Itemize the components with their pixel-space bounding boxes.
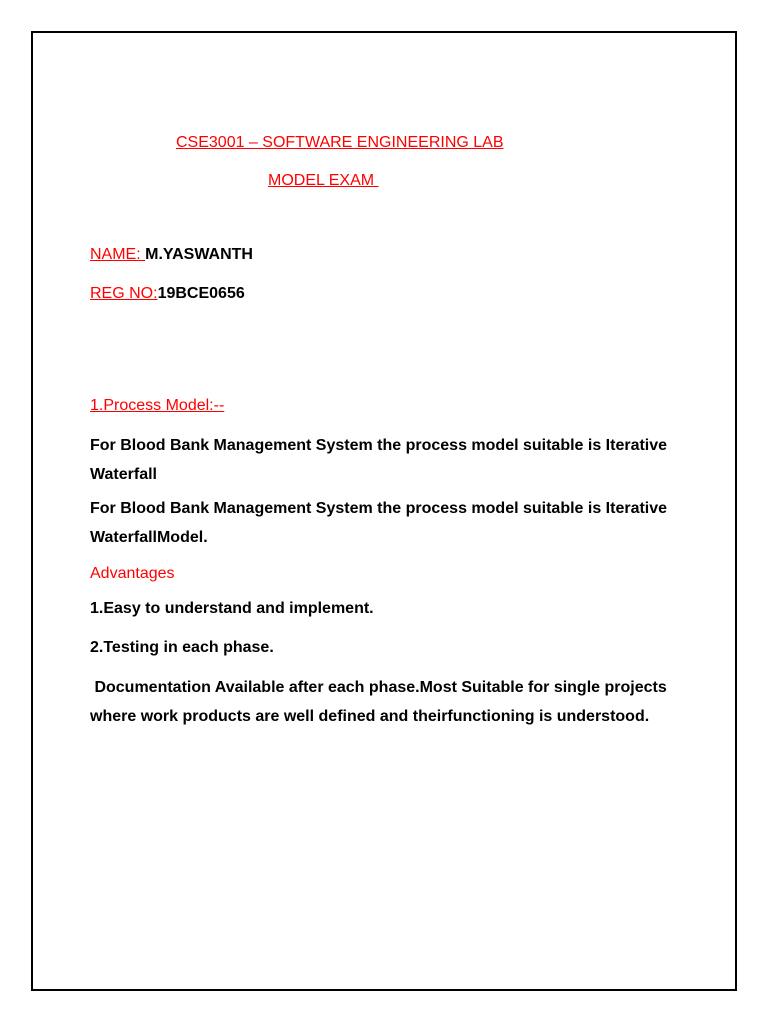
course-title: CSE3001 – SOFTWARE ENGINEERING LAB — [176, 134, 504, 151]
reg-label: REG NO: — [90, 285, 158, 302]
reg-field — [90, 284, 245, 304]
name-value: M.YASWANTH — [145, 246, 253, 263]
paragraph-process-model-2: For Blood Bank Management System the process model suitable is Iterative WaterfallModel. — [90, 500, 668, 546]
section-heading-process-model: 1.Process Model:-- — [90, 397, 225, 414]
paragraph-documentation: Documentation Available after each phase.Most Suitable for single projects where work products are well defined and theirfunctioning is understood. — [90, 679, 672, 725]
reg-value: 19BCE0656 — [157, 285, 245, 302]
advantages-heading: Advantages — [90, 565, 175, 582]
name-field — [90, 245, 253, 265]
advantage-item-1: 1.Easy to understand and implement. — [90, 600, 374, 617]
paragraph-process-model-1: For Blood Bank Management System the process model suitable is Iterative Waterfall — [90, 437, 668, 483]
advantage-item-2: 2.Testing in each phase. — [90, 639, 274, 656]
name-label: NAME: — [90, 246, 146, 263]
exam-title: MODEL EXAM — [268, 172, 379, 189]
